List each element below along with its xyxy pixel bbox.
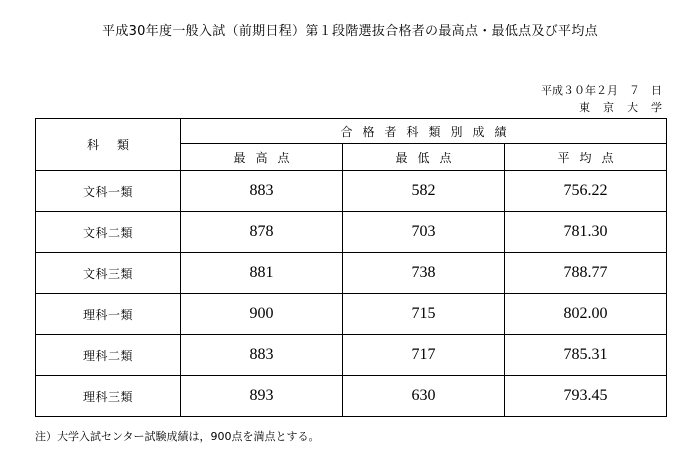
column-header-avg: 平均点 [505,144,667,171]
row-min: 630 [343,376,505,417]
row-min: 717 [343,335,505,376]
page-title: 平成30年度一般入試（前期日程）第１段階選抜合格者の最高点・最低点及び平均点 [102,24,598,39]
column-header-max: 最高点 [181,144,343,171]
row-category: 理科三類 [36,376,181,417]
row-max: 883 [181,171,343,212]
group-header: 合格者科類別成績 [181,119,667,144]
row-category: 文科一類 [36,171,181,212]
row-category: 理科一類 [36,294,181,335]
row-min: 715 [343,294,505,335]
document-date: 平成３０年２月 ７ 日 [541,84,662,97]
row-max: 893 [181,376,343,417]
row-avg: 793.45 [505,376,667,417]
row-avg: 788.77 [505,253,667,294]
row-max: 878 [181,212,343,253]
table-row [36,294,667,335]
table-row [36,335,667,376]
row-max: 883 [181,335,343,376]
table-row [36,212,667,253]
results-table [35,118,667,417]
row-avg: 756.22 [505,171,667,212]
row-category: 理科二類 [36,335,181,376]
document-meta [541,82,675,116]
row-min: 738 [343,253,505,294]
table-row [36,171,667,212]
document-issuer: 東京大学 [579,101,675,114]
row-avg: 781.30 [505,212,667,253]
footnote: 注）大学入試センター試験成績は，900点を満点とする。 [35,430,320,443]
row-max: 900 [181,294,343,335]
row-max: 881 [181,253,343,294]
row-min: 703 [343,212,505,253]
row-avg: 785.31 [505,335,667,376]
row-category: 文科二類 [36,212,181,253]
row-category: 文科三類 [36,253,181,294]
row-avg: 802.00 [505,294,667,335]
table-row [36,253,667,294]
table-row [36,376,667,417]
row-min: 582 [343,171,505,212]
column-header-min: 最低点 [343,144,505,171]
table-header-row-group [36,119,667,144]
category-header: 科類 [36,119,181,171]
